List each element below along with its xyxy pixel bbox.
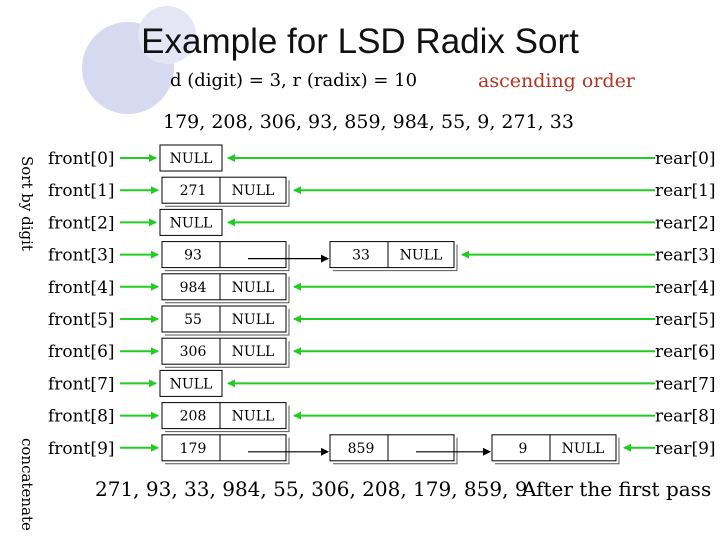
side-label-concatenate: concatenate <box>18 438 36 531</box>
rear-label: rear[4] <box>655 277 716 298</box>
node-key: 306 <box>179 344 207 361</box>
node-key: 984 <box>179 279 207 296</box>
node-key: 208 <box>179 408 207 425</box>
null-text: NULL <box>231 344 275 361</box>
rear-label: rear[3] <box>655 245 716 266</box>
null-text: NULL <box>399 247 443 264</box>
result-note: After the first pass <box>522 477 712 501</box>
node-key: 859 <box>347 440 375 457</box>
front-label: front[1] <box>48 181 115 202</box>
node-key: 93 <box>184 247 202 264</box>
list-node <box>162 242 286 268</box>
node-key: 9 <box>518 440 528 457</box>
front-label: front[8] <box>48 406 115 427</box>
rear-label: rear[5] <box>655 310 716 330</box>
front-label: front[9] <box>48 438 115 459</box>
page-title: Example for LSD Radix Sort <box>141 22 579 61</box>
null-text: NULL <box>169 376 213 393</box>
null-text: NULL <box>231 183 275 200</box>
front-label: front[2] <box>48 213 115 234</box>
node-key: 55 <box>184 312 202 328</box>
rear-label: rear[8] <box>655 406 716 427</box>
front-label: front[4] <box>48 277 115 298</box>
subtitle-order: ascending order <box>478 70 635 92</box>
rear-label: rear[1] <box>655 181 716 202</box>
rear-label: rear[9] <box>655 438 716 459</box>
front-label: front[7] <box>48 374 115 395</box>
node-key: 271 <box>179 183 207 200</box>
node-key: 179 <box>179 440 207 457</box>
null-text: NULL <box>169 151 213 167</box>
null-text: NULL <box>561 440 605 457</box>
subtitle-parameters: d (digit) = 3, r (radix) = 10 <box>170 70 418 91</box>
result-sequence: 271, 93, 33, 984, 55, 306, 208, 179, 859, 9 <box>95 477 528 501</box>
null-text: NULL <box>169 215 213 232</box>
rear-label: rear[7] <box>655 374 716 395</box>
rear-label: rear[0] <box>655 149 716 169</box>
null-text: NULL <box>231 279 275 296</box>
null-text: NULL <box>231 408 275 425</box>
front-label: front[3] <box>48 245 115 266</box>
null-text: NULL <box>231 312 275 328</box>
rear-label: rear[2] <box>655 213 716 234</box>
rear-label: rear[6] <box>655 342 716 363</box>
front-label: front[6] <box>48 342 115 363</box>
front-label: front[0] <box>48 149 115 169</box>
front-label: front[5] <box>48 310 115 330</box>
node-key: 33 <box>352 247 370 264</box>
input-sequence: 179, 208, 306, 93, 859, 984, 55, 9, 271, 33 <box>163 111 574 133</box>
side-label-sort-by-digit: Sort by digit <box>18 156 36 251</box>
